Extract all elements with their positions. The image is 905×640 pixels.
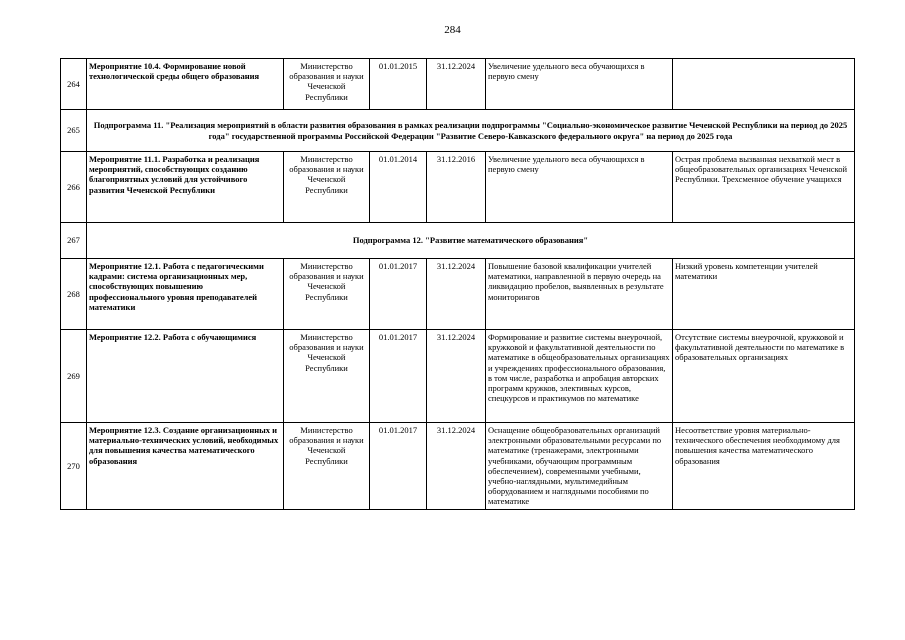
organization-cell: Министерство образования и науки Чеченской Республики — [284, 423, 370, 510]
end-date-cell: 31.12.2024 — [427, 330, 486, 423]
program-table — [60, 58, 855, 510]
problem-cell — [673, 59, 855, 110]
row-number: 270 — [61, 423, 87, 510]
problem-cell: Низкий уровень компетенции учителей математики — [673, 259, 855, 330]
end-date-cell: 31.12.2024 — [427, 423, 486, 510]
start-date-cell: 01.01.2017 — [370, 330, 427, 423]
result-cell: Увеличение удельного веса обучающихся в первую смену — [486, 59, 673, 110]
result-cell: Повышение базовой квалификации учителей математики, направленной в первую очередь на ликвидацию пробелов, выявленных в результате мониторингов — [486, 259, 673, 330]
row-number: 269 — [61, 330, 87, 423]
start-date-cell: 01.01.2015 — [370, 59, 427, 110]
end-date-cell: 31.12.2024 — [427, 59, 486, 110]
end-date-cell: 31.12.2016 — [427, 152, 486, 223]
table-row — [61, 423, 855, 510]
problem-cell: Несоответствие уровня материально-технического обеспечения необходимому для повышения качества математического образования — [673, 423, 855, 510]
problem-cell: Отсутствие системы внеурочной, кружковой и факультативной деятельности по математике в образовательных организациях — [673, 330, 855, 423]
activity-cell: Мероприятие 12.1. Работа с педагогическими кадрами: система организационных мер, способствующих повышению профессионального уровня преподавателей математики — [87, 259, 284, 330]
start-date-cell: 01.01.2017 — [370, 423, 427, 510]
result-cell: Увеличение удельного веса обучающихся в первую смену — [486, 152, 673, 223]
problem-cell: Острая проблема вызванная нехваткой мест в общеобразовательных организациях Чеченской Республики. Трехсменное обучение учащихся — [673, 152, 855, 223]
activity-cell: Мероприятие 12.3. Создание организационных и материально-технических условий, необходимых для повышения качества математического образования — [87, 423, 284, 510]
end-date-cell: 31.12.2024 — [427, 259, 486, 330]
result-cell: Оснащение общеобразовательных организаций электронными образовательными ресурсами по математике (тренажерами, электронными учебниками, обучающим программным обеспечением), современными учебными, учебно-наглядными, мультимедийным оборудованием и наглядными пособиями по математике — [486, 423, 673, 510]
activity-cell: Мероприятие 10.4. Формирование новой технологической среды общего образования — [87, 59, 284, 110]
organization-cell: Министерство образования и науки Чеченской Республики — [284, 59, 370, 110]
activity-cell: Мероприятие 12.2. Работа с обучающимися — [87, 330, 284, 423]
table-row — [61, 223, 855, 259]
subprogram-heading: Подпрограмма 11. "Реализация мероприятий в области развития образования в рамках реализации подпрограммы "Социально-экономическое развитие Чеченской Республики на период до 2025 года" государственной программы Российской Федерации "Развитие Северо-Кавказского федерального округа" на период до 2025 года — [87, 110, 855, 152]
organization-cell: Министерство образования и науки Чеченской Республики — [284, 259, 370, 330]
row-number: 265 — [61, 110, 87, 152]
row-number: 264 — [61, 59, 87, 110]
table-row — [61, 110, 855, 152]
row-number: 268 — [61, 259, 87, 330]
start-date-cell: 01.01.2017 — [370, 259, 427, 330]
row-number: 266 — [61, 152, 87, 223]
organization-cell: Министерство образования и науки Чеченской Республики — [284, 152, 370, 223]
table-row — [61, 330, 855, 423]
table-row — [61, 259, 855, 330]
activity-cell: Мероприятие 11.1. Разработка и реализация мероприятий, способствующих созданию благоприятных условий для устойчивого развития Чеченской Республики — [87, 152, 284, 223]
start-date-cell: 01.01.2014 — [370, 152, 427, 223]
organization-cell: Министерство образования и науки Чеченской Республики — [284, 330, 370, 423]
subprogram-heading: Подпрограмма 12. "Развитие математического образования" — [87, 223, 855, 259]
row-number: 267 — [61, 223, 87, 259]
result-cell: Формирование и развитие системы внеурочной, кружковой и факультативной деятельности по математике в общеобразовательных организациях и учреждениях профессионального образования, в том числе, разработка и апробация авторских программ кружков, элективных курсов, спецкурсов и практикумов по математике — [486, 330, 673, 423]
page-number: 284 — [444, 24, 461, 36]
table-row — [61, 152, 855, 223]
table-row — [61, 59, 855, 110]
